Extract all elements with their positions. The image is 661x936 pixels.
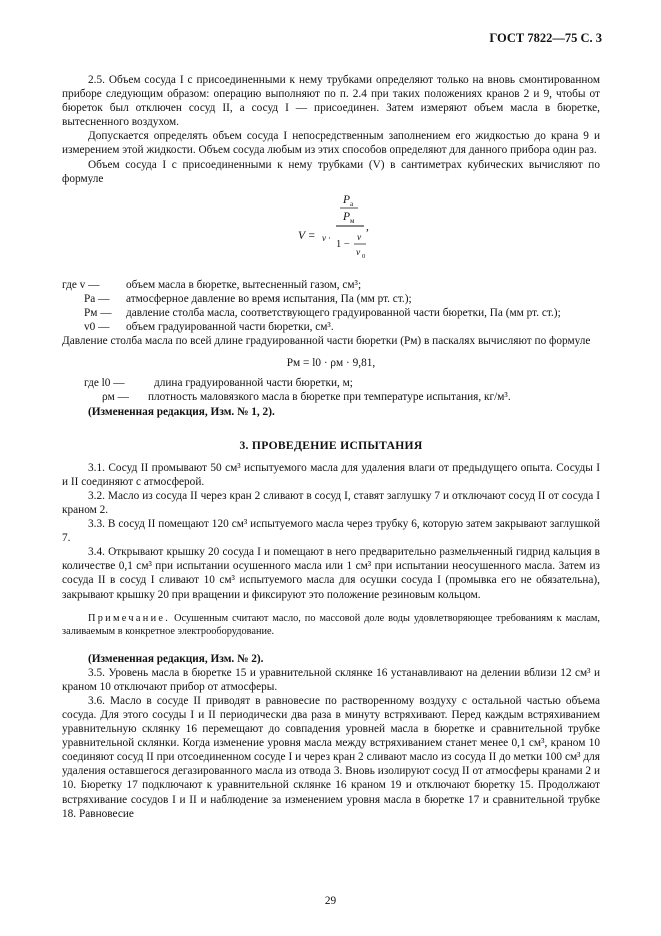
- note: [62, 612, 600, 638]
- definition-symbol: Pм —: [84, 306, 112, 319]
- item-3-3: 3.3. В сосуд II помещают 120 см³ испытуемого масла через трубку 6, которую затем закрывают заглушкой 7.: [62, 518, 600, 545]
- paragraph-pressure: Давление столба масла по всей длине градуированной части бюретки (Pм) в паскалях вычисляют по формуле: [62, 335, 591, 348]
- item-3-4: 3.4. Открывают крышку 20 сосуда I и помещают в него предварительно размельченный гидрид кальция в количестве 0,1 см³ при испытании осушенного масла или 1 см³ при испытании неосушенного масла. Затем из сосуда II в сосуд I сливают 10 см³ испытуемого масла для осушки сосуда I (промывка его не обязательна), закрывают крышку 20 при вращении и фиксируют это положение резиновым кольцом.: [62, 546, 600, 601]
- definition-text: объем масла в бюретке, вытесненный газом, см³;: [126, 278, 362, 291]
- formula-volume: [62, 186, 600, 274]
- definition-row: [62, 390, 600, 404]
- definition-symbol: где v —: [62, 278, 100, 291]
- definition-symbol: где l0 —: [84, 377, 125, 390]
- formula-v: v: [322, 232, 326, 243]
- paragraph-alt-method: Допускается определять объем сосуда I непосредственным заполнением его жидкостью до крана 9 и измерением этой жидкости. Объем сосуда любым из этих способов определяют для данного прибора один раз.: [62, 130, 600, 157]
- definition-text: плотность маловязкого масла в бюретке при температуре испытания, кг/м³.: [148, 391, 511, 404]
- item-3-1: 3.1. Сосуд II промывают 50 см³ испытуемого масла для удаления влаги от предыдущего опыта. Сосуды I и II соединяют с атмосферой.: [62, 461, 600, 488]
- formula-pa: P: [343, 193, 351, 206]
- definition-row: [62, 376, 600, 390]
- formula-pm-sub: м: [350, 216, 355, 225]
- formula-lhs: V =: [298, 229, 316, 242]
- section-title: 3. ПРОВЕДЕНИЕ ИСПЫТАНИЯ: [239, 438, 423, 452]
- formula-v0-sub: 0: [362, 252, 366, 260]
- page-number: 29: [324, 895, 337, 907]
- item-3-6: 3.6. Масло в сосуде II приводят в равновесие по растворенному воздуху с остальной частью объема сосуда. Для этого сосуды I и II периодически два раза в минуту встряхивают. Перед каждым встряхиванием уравнительную склянку 16 перемещают до совпадения уровней масла в бюретке и сравнительной трубке уравнительной склянки. Когда изменение уровня масла между встряхиванием станет менее 0,1 см³, краном 10 соединяют сосуд II при отсоединенном сосуде I и через кран 2 сливают масло из сосуда II до метки 100 см³ для удаления оставшегося дегазированного масла из отвода 3. Вновь изолируют сосуд II от атмосферы кранами 2 и 10. Бюретку 17 подключают к уравнительной склянке 16 краном 19 и отключают бюретку 15. Продолжают встряхивание сосудов I и II и наблюдение за изменением уровня масла в бюретке 17 и сравнительной трубке 18. Равновесие: [62, 694, 600, 820]
- formula-times: ·: [328, 232, 331, 243]
- definition-row: [62, 306, 600, 320]
- revision-note-2: (Измененная редакция, Изм. № 2).: [88, 652, 264, 665]
- definition-text: длина градуированной части бюретки, м;: [154, 377, 353, 390]
- formula-pressure: Pм = l0 · ρм · 9,81,: [286, 357, 376, 370]
- definition-row: [62, 292, 600, 306]
- note-lead: Примечание.: [88, 612, 171, 624]
- formula-comma: ,: [366, 220, 369, 233]
- definition-row: [62, 320, 600, 334]
- formula-v-num: v: [357, 232, 362, 243]
- formula-v0: v: [356, 247, 361, 258]
- definition-symbol: Pа —: [84, 292, 110, 305]
- definitions-list-1: [62, 278, 600, 334]
- formula-pm: P: [343, 210, 351, 223]
- definition-text: атмосферное давление во время испытания, Па (мм рт. ст.);: [126, 292, 412, 305]
- page-body: [62, 73, 600, 821]
- definitions-list-2: [62, 376, 600, 404]
- formula-pa-sub: а: [350, 199, 354, 208]
- paragraph-formula-intro: Объем сосуда I с присоединенными к нему трубками (V) в сантиметрах кубических вычисляют по формуле: [62, 158, 600, 185]
- formula-one-minus: 1 −: [336, 238, 350, 250]
- item-3-5: 3.5. Уровень масла в бюретке 15 и уравнительной склянке 16 устанавливают на делении вблизи 12 см³ и краном 10 отключают прибор от атмосферы.: [62, 666, 600, 693]
- running-header: ГОСТ 7822—75 С. 3: [489, 31, 602, 45]
- definition-symbol: v0 —: [84, 321, 110, 334]
- definition-symbol: ρм —: [102, 391, 129, 404]
- definition-text: давление столба масла, соответствующего градуированной части бюретки, Па (мм рт. ст.);: [126, 306, 561, 319]
- definition-text: объем градуированной части бюретки, см³.: [126, 321, 334, 334]
- revision-note-1: (Измененная редакция, Изм. № 1, 2).: [88, 405, 275, 418]
- note-text: Осушенным считают масло, по массовой доле воды удовлетворяющее требованиям к маслам, заливаемым в конкретное электрооборудование.: [62, 612, 600, 637]
- definition-row: [62, 278, 600, 292]
- formula-volume-svg: [62, 186, 600, 274]
- paragraph-2-5: 2.5. Объем сосуда I с присоединенными к нему трубками определяют только на вновь смонтированном приборе следующим образом: операцию выполняют по п. 2.4 при таких положениях кранов 2 и 9, чтобы от бюреток был отключен сосуд II, а сосуд I — присоединен. Затем измеряют объем масла в бюретке, вытесненного воздухом.: [62, 74, 600, 129]
- item-3-2: 3.2. Масло из сосуда II через кран 2 сливают в сосуд I, ставят заглушку 7 и отключают сосуд II от сосуда I краном 2.: [62, 489, 600, 516]
